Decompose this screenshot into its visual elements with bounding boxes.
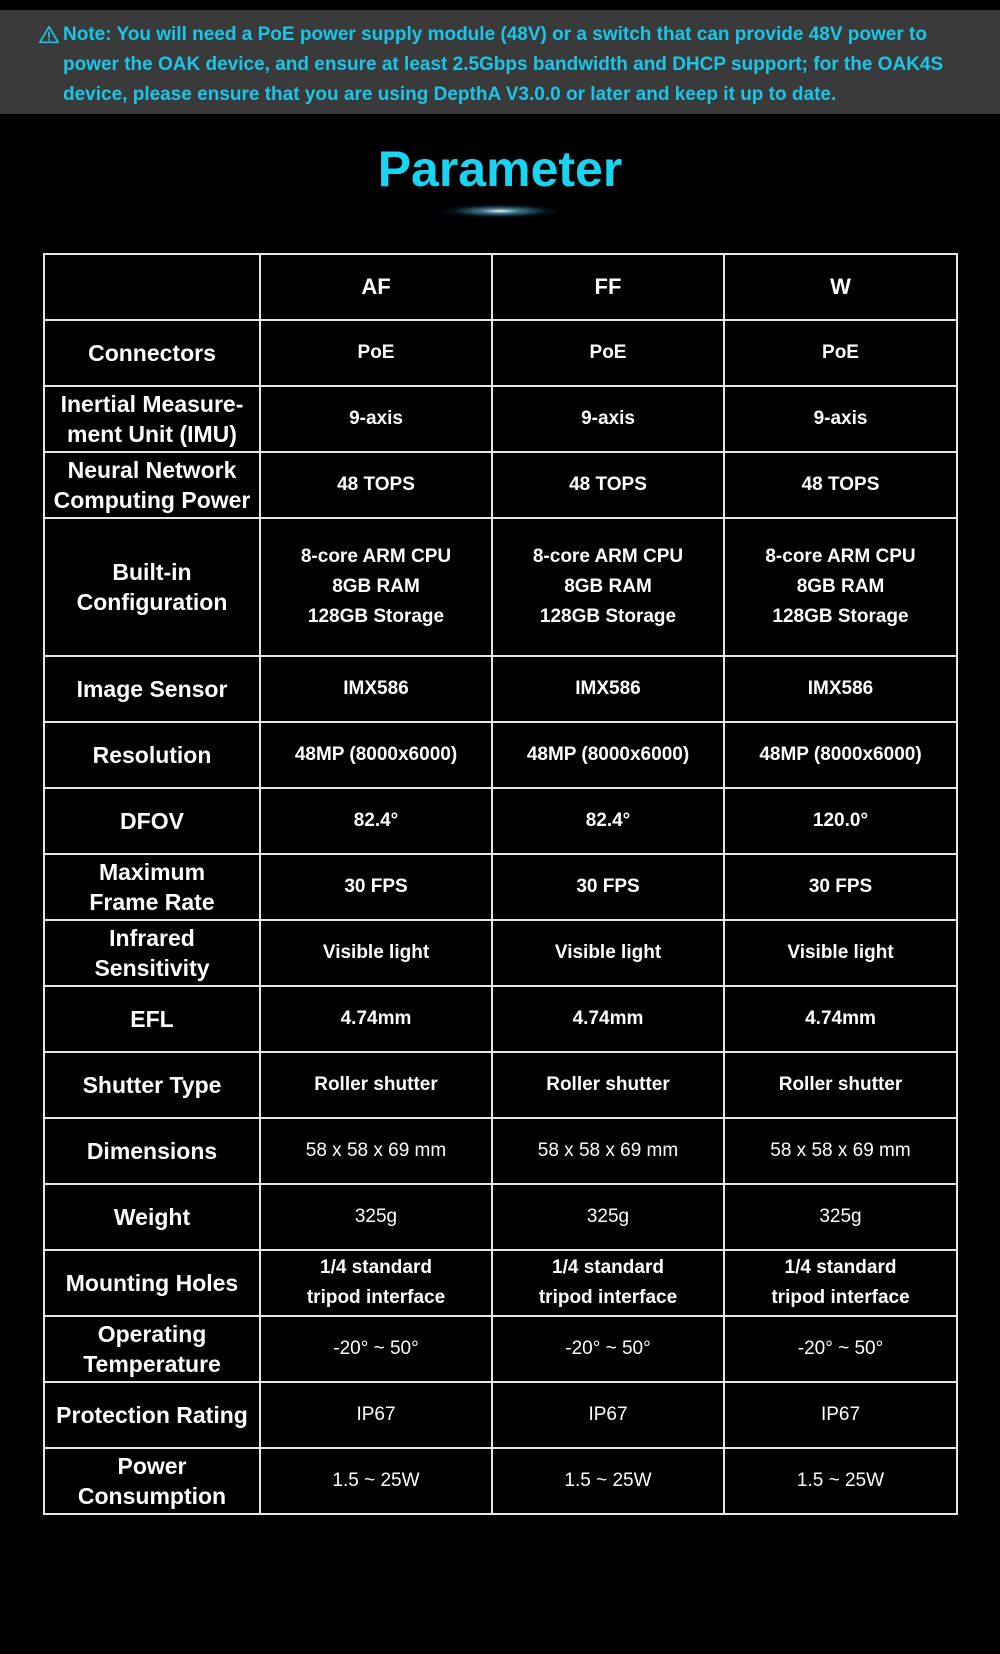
row-label: Built-in Configuration — [44, 518, 260, 656]
table-cell: 4.74mm — [260, 986, 492, 1052]
table-cell: -20° ~ 50° — [260, 1316, 492, 1382]
table-cell: 30 FPS — [260, 854, 492, 920]
table-cell: 82.4° — [492, 788, 724, 854]
table-row — [44, 986, 957, 1052]
table-row — [44, 386, 957, 452]
row-label: Shutter Type — [44, 1052, 260, 1118]
table-cell: Roller shutter — [724, 1052, 957, 1118]
table-cell: IMX586 — [724, 656, 957, 722]
table-cell: 9-axis — [492, 386, 724, 452]
table-cell: 4.74mm — [724, 986, 957, 1052]
table-cell: IP67 — [492, 1382, 724, 1448]
table-cell: 9-axis — [260, 386, 492, 452]
table-cell: 8-core ARM CPU 8GB RAM 128GB Storage — [260, 518, 492, 656]
table-cell: Visible light — [492, 920, 724, 986]
table-row — [44, 656, 957, 722]
table-cell: 1/4 standard tripod interface — [260, 1250, 492, 1316]
parameter-table — [43, 253, 958, 1515]
table-cell: 120.0° — [724, 788, 957, 854]
table-cell: IMX586 — [492, 656, 724, 722]
row-label: Infrared Sensitivity — [44, 920, 260, 986]
table-cell: 58 x 58 x 69 mm — [492, 1118, 724, 1184]
table-cell: 325g — [724, 1184, 957, 1250]
table-cell: 1.5 ~ 25W — [260, 1448, 492, 1514]
column-header-af: AF — [260, 254, 492, 320]
table-cell: PoE — [260, 320, 492, 386]
table-cell: 1.5 ~ 25W — [492, 1448, 724, 1514]
row-label: Protection Rating — [44, 1382, 260, 1448]
table-cell: 58 x 58 x 69 mm — [724, 1118, 957, 1184]
table-header-row — [44, 254, 957, 320]
warning-triangle-icon — [38, 24, 60, 46]
table-cell: 48 TOPS — [724, 452, 957, 518]
row-label: Weight — [44, 1184, 260, 1250]
row-label: Resolution — [44, 722, 260, 788]
row-label: Inertial Measure- ment Unit (IMU) — [44, 386, 260, 452]
row-label: Image Sensor — [44, 656, 260, 722]
table-cell: IP67 — [260, 1382, 492, 1448]
table-cell: 48 TOPS — [260, 452, 492, 518]
table-cell: 48MP (8000x6000) — [492, 722, 724, 788]
parameter-table-body — [44, 254, 957, 1514]
table-row — [44, 722, 957, 788]
row-label: Neural Network Computing Power — [44, 452, 260, 518]
row-label: Mounting Holes — [44, 1250, 260, 1316]
table-row — [44, 788, 957, 854]
table-row — [44, 1382, 957, 1448]
table-cell: PoE — [724, 320, 957, 386]
row-label: Dimensions — [44, 1118, 260, 1184]
table-cell: IMX586 — [260, 656, 492, 722]
column-header-empty — [44, 254, 260, 320]
table-cell: 8-core ARM CPU 8GB RAM 128GB Storage — [724, 518, 957, 656]
table-cell: 325g — [492, 1184, 724, 1250]
table-cell: 58 x 58 x 69 mm — [260, 1118, 492, 1184]
table-cell: 48MP (8000x6000) — [260, 722, 492, 788]
table-cell: 30 FPS — [492, 854, 724, 920]
table-row — [44, 854, 957, 920]
table-row — [44, 1052, 957, 1118]
table-row — [44, 1316, 957, 1382]
table-cell: 30 FPS — [724, 854, 957, 920]
table-cell: IP67 — [724, 1382, 957, 1448]
table-cell: Visible light — [260, 920, 492, 986]
table-cell: PoE — [492, 320, 724, 386]
table-cell: 82.4° — [260, 788, 492, 854]
table-cell: -20° ~ 50° — [724, 1316, 957, 1382]
row-label: Operating Temperature — [44, 1316, 260, 1382]
table-cell: 4.74mm — [492, 986, 724, 1052]
note-banner — [0, 10, 1000, 114]
table-row — [44, 1118, 957, 1184]
table-row — [44, 452, 957, 518]
table-cell: 1.5 ~ 25W — [724, 1448, 957, 1514]
table-cell: 1/4 standard tripod interface — [724, 1250, 957, 1316]
table-cell: Visible light — [724, 920, 957, 986]
table-cell: 8-core ARM CPU 8GB RAM 128GB Storage — [492, 518, 724, 656]
title-underline-glow — [440, 204, 560, 218]
table-cell: 48MP (8000x6000) — [724, 722, 957, 788]
row-label: DFOV — [44, 788, 260, 854]
row-label: Connectors — [44, 320, 260, 386]
page-title: Parameter — [377, 141, 623, 197]
table-row — [44, 320, 957, 386]
table-row — [44, 1184, 957, 1250]
table-cell: 9-axis — [724, 386, 957, 452]
table-row — [44, 1250, 957, 1316]
table-cell: Roller shutter — [492, 1052, 724, 1118]
table-cell: -20° ~ 50° — [492, 1316, 724, 1382]
row-label: Maximum Frame Rate — [44, 854, 260, 920]
table-row — [44, 920, 957, 986]
table-row — [44, 1448, 957, 1514]
table-cell: Roller shutter — [260, 1052, 492, 1118]
column-header-w: W — [724, 254, 957, 320]
row-label: EFL — [44, 986, 260, 1052]
row-label: Power Consumption — [44, 1448, 260, 1514]
column-header-ff: FF — [492, 254, 724, 320]
note-text: Note: You will need a PoE power supply module (48V) or a switch that can provide 48V power to power the OAK device, and ensure at least 2.5Gbps bandwidth and DHCP support; for the OAK4S device, please ensure that you are using DepthA V3.0.0 or later and keep it up to date. — [63, 24, 944, 105]
table-cell: 325g — [260, 1184, 492, 1250]
table-cell: 1/4 standard tripod interface — [492, 1250, 724, 1316]
table-row — [44, 518, 957, 656]
table-cell: 48 TOPS — [492, 452, 724, 518]
